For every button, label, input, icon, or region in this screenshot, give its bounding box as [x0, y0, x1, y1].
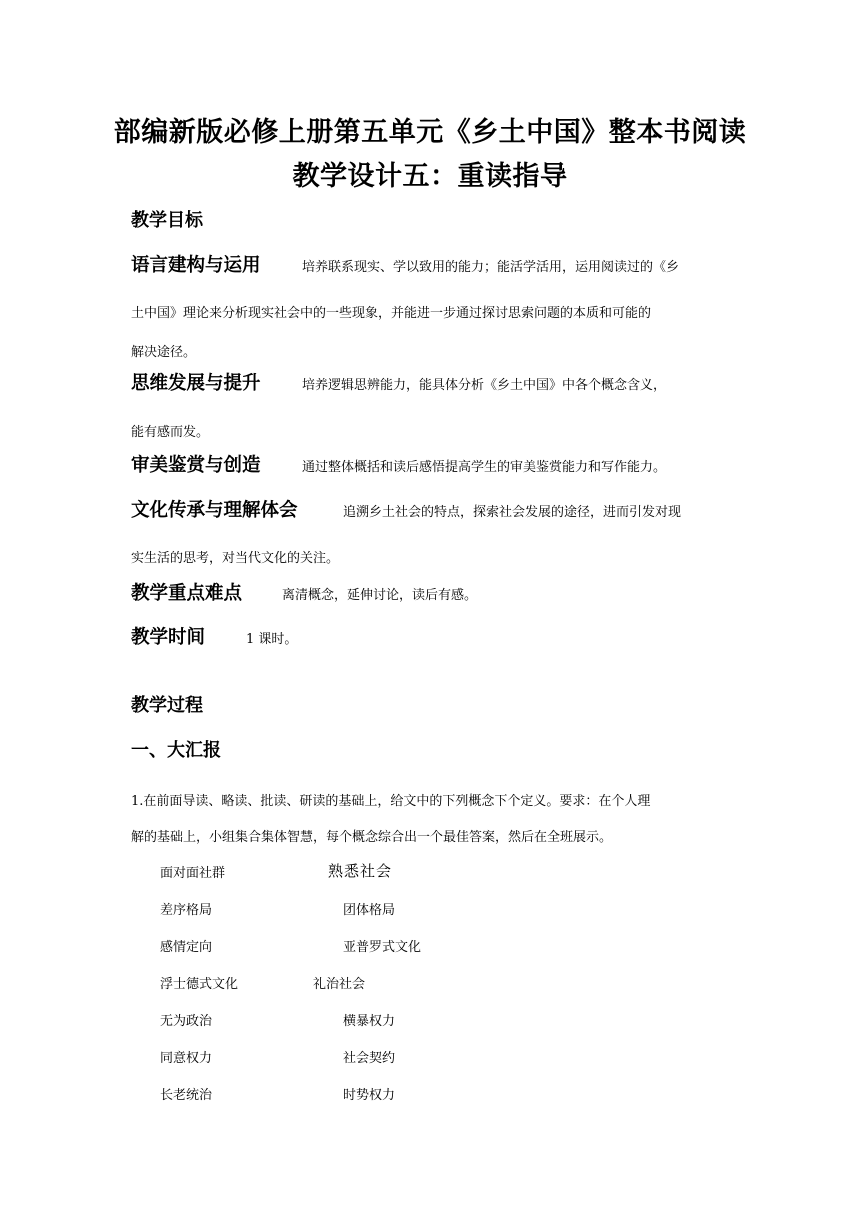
section-heading-goals: 教学目标	[131, 210, 203, 231]
teaching-time-text: 1 课时。	[246, 632, 298, 647]
concept-item: 横暴权力	[343, 1014, 396, 1029]
key-points-label: 教学重点难点	[131, 583, 243, 604]
section-heading-process: 教学过程	[131, 695, 203, 716]
document-title-line-2: 教学设计五：重读指导	[292, 161, 568, 192]
teaching-time-label: 教学时间	[131, 627, 206, 648]
concept-item: 礼治社会	[313, 977, 366, 992]
objective-text-culture-line-1: 追溯乡土社会的特点，探索社会发展的途径，进而引发对现	[343, 505, 682, 520]
concept-item: 社会契约	[343, 1051, 396, 1066]
concept-item: 熟悉社会	[328, 862, 393, 880]
concept-item: 同意权力	[160, 1051, 213, 1066]
document-title-line-1: 部编新版必修上册第五单元《乡土中国》整本书阅读	[113, 117, 747, 148]
concept-item: 感情定向	[160, 940, 213, 955]
objective-text-aesthetics-line-1: 通过整体概括和读后感悟提高学生的审美鉴赏能力和写作能力。	[302, 460, 667, 475]
concept-item: 长老统治	[160, 1088, 213, 1103]
concept-item: 亚普罗式文化	[343, 940, 422, 955]
concept-item: 时势权力	[343, 1088, 396, 1103]
objective-label-culture: 文化传承与理解体会	[131, 500, 298, 521]
part-one-heading: 一、大汇报	[131, 740, 221, 761]
concept-item: 差序格局	[160, 903, 213, 918]
concept-item: 面对面社群	[160, 866, 226, 881]
objective-label-language: 语言建构与运用	[131, 255, 261, 276]
key-points-text: 离清概念，延伸讨论，读后有感。	[282, 588, 478, 603]
concept-item: 无为政治	[160, 1014, 213, 1029]
objective-text-thinking-line-2: 能有感而发。	[131, 425, 210, 440]
concept-item: 浮士德式文化	[160, 977, 239, 992]
objective-text-culture-line-2: 实生活的思考，对当代文化的关注。	[131, 551, 340, 566]
objective-text-language-line-1: 培养联系现实、学以致用的能力；能活学活用，运用阅读过的《乡	[302, 260, 680, 275]
objective-label-aesthetics: 审美鉴赏与创造	[131, 455, 261, 476]
objective-text-thinking-line-1: 培养逻辑思辨能力，能具体分析《乡土中国》中各个概念含义，	[302, 378, 667, 393]
objective-text-language-line-3: 解决途径。	[131, 345, 197, 360]
objective-text-language-line-2: 土中国》理论来分析现实社会中的一些现象，并能进一步通过探讨思索问题的本质和可能的	[131, 306, 652, 321]
objective-label-thinking: 思维发展与提升	[131, 373, 261, 394]
instruction-line-2: 解的基础上，小组集合集体智慧，每个概念综合出一个最佳答案，然后在全班展示。	[131, 830, 613, 845]
concept-item: 团体格局	[343, 903, 396, 918]
instruction-line-1: 1.在前面导读、略读、批读、研读的基础上，给文中的下列概念下个定义。要求：在个人理	[131, 794, 651, 809]
